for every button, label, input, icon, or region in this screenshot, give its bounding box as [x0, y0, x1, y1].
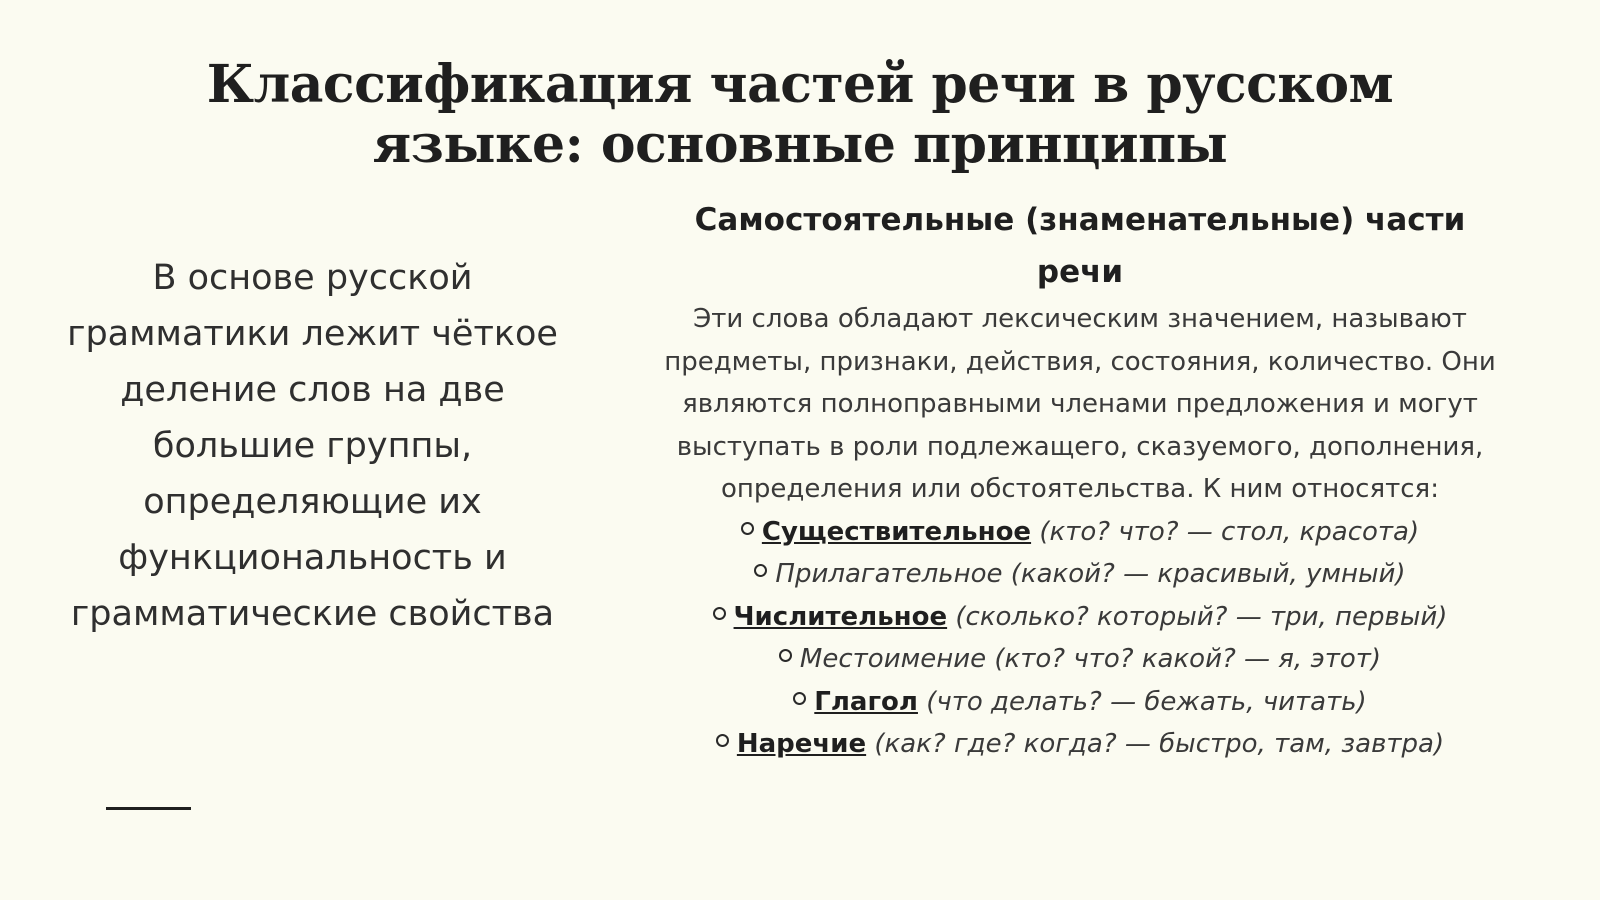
circle-bullet-icon [779, 649, 792, 662]
independent-parts-section [650, 194, 1510, 766]
divider-line [106, 807, 191, 810]
slide-title-line-1: Классификация частей речи в русском [206, 54, 1394, 115]
list-item-adverb [650, 723, 1510, 766]
pos-name-numeral[interactable]: Числительное [733, 601, 948, 632]
pos-name-adverb[interactable]: Наречие [736, 729, 867, 759]
slide-title [150, 55, 1450, 175]
pos-name-verb[interactable]: Глагол [814, 686, 918, 717]
pos-hint-numeral: (сколько? который? — три, первый) [955, 601, 1448, 632]
section-description: Эти слова обладают лексическим значением, называют предметы, признаки, действия, состояния, количество. Они являются полноправными членами предложения и могут выступать в роли подлежащего, сказуемого, дополнения, определения или обстоятельства. К ним относятся: [664, 304, 1496, 504]
pos-name-noun[interactable]: Существительное [761, 516, 1032, 547]
circle-bullet-icon [741, 522, 754, 535]
circle-bullet-icon [793, 692, 806, 705]
parts-of-speech-list [650, 511, 1510, 766]
pos-hint-noun: (кто? что? — стол, красота) [1039, 516, 1420, 547]
pos-name-adjective: Прилагательное [775, 559, 1003, 589]
intro-text: В основе русской грамматики лежит чёткое деление слов на две большие группы, определяющие их функциональность и грамматические свойства [67, 258, 558, 634]
pos-hint-pronoun: (кто? что? какой? — я, этот) [994, 644, 1382, 674]
slide-title-line-2: языке: основные принципы [372, 114, 1228, 175]
pos-hint-adjective: (какой? — красивый, умный) [1010, 559, 1406, 589]
list-item-noun [650, 511, 1510, 554]
pos-hint-adverb: (как? где? когда? — быстро, там, завтра) [874, 729, 1445, 759]
circle-bullet-icon [754, 564, 767, 577]
pos-hint-verb: (что делать? — бежать, читать) [926, 686, 1367, 717]
circle-bullet-icon [713, 607, 726, 620]
list-item-numeral [650, 596, 1510, 639]
pos-name-pronoun: Местоимение [799, 644, 987, 674]
list-item-verb [650, 681, 1510, 724]
circle-bullet-icon [716, 734, 729, 747]
list-item-pronoun [650, 638, 1510, 681]
section-heading: Самостоятельные (знаменательные) части речи [694, 202, 1466, 290]
list-item-adjective [650, 553, 1510, 596]
